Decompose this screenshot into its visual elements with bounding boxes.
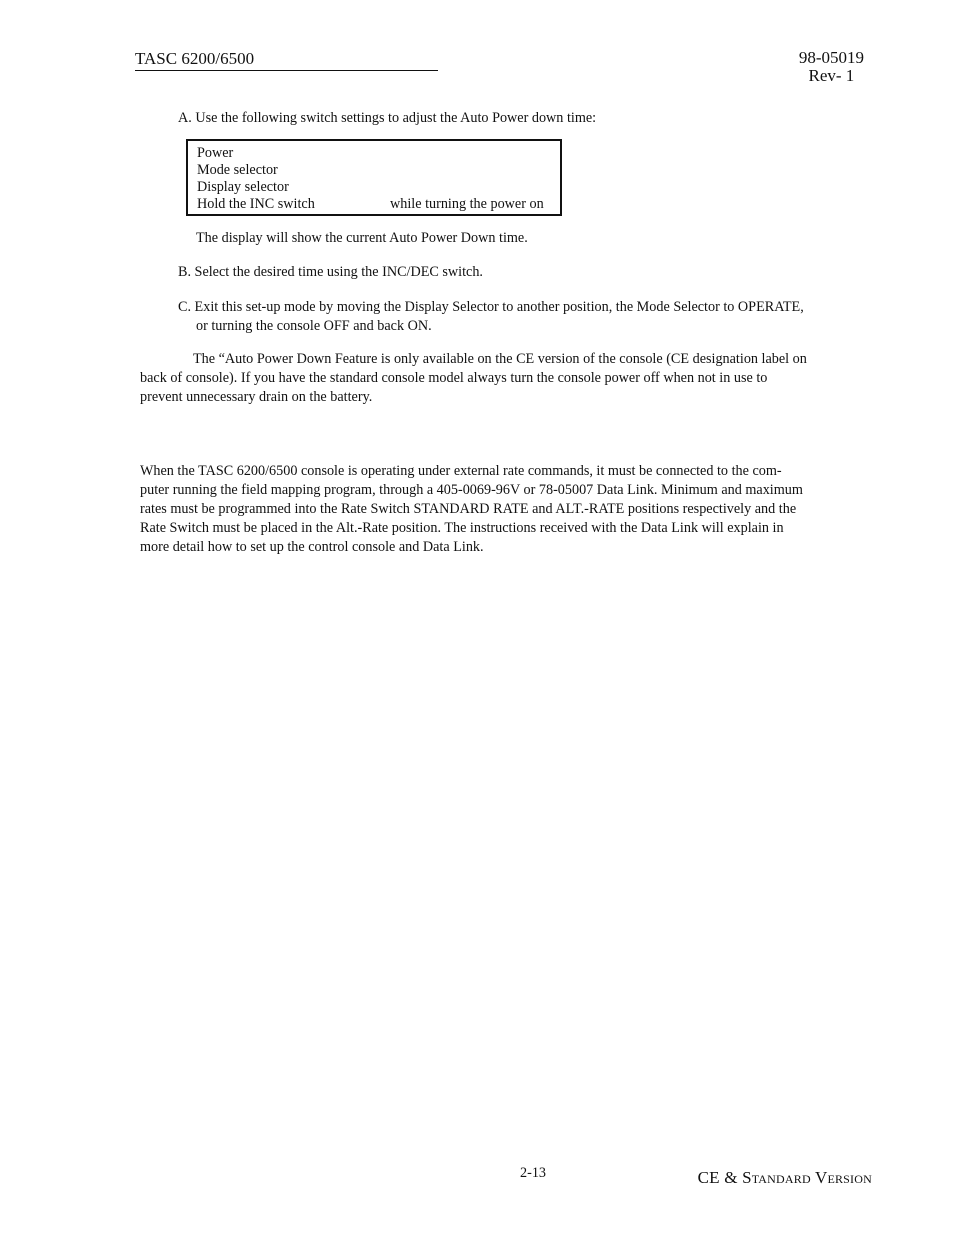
step-c-line: C. Exit this set-up mode by moving the Display Selector to another position, the Mode Selector to OPERATE, — [178, 299, 804, 315]
document-id-block — [799, 49, 864, 85]
switch-setting-label: Power — [197, 145, 234, 161]
step-c-line: or turning the console OFF and back ON. — [196, 318, 432, 334]
switch-setting-label: Display selector — [197, 179, 289, 195]
display-note: The display will show the current Auto Power Down time. — [196, 230, 528, 246]
switch-setting-label: Mode selector — [197, 162, 278, 178]
document-revision: Rev- 1 — [808, 66, 855, 85]
document-number: 98-05019 — [798, 48, 864, 67]
paragraph-line: back of console). If you have the standard console model always turn the console power off when not in use to — [140, 370, 768, 386]
paragraph-line: puter running the field mapping program, through a 405-0069-96V or 78-05007 Data Link. Minimum and maximum — [140, 482, 803, 498]
paragraph-line: The “Auto Power Down Feature is only available on the CE version of the console (CE designation label on — [193, 351, 807, 367]
document-title: TASC 6200/6500 — [135, 49, 438, 71]
step-c — [178, 298, 878, 336]
switch-setting-label: Hold the INC switch — [197, 196, 315, 212]
step-b: B. Select the desired time using the INC/DEC switch. — [178, 264, 483, 280]
paragraph-line: more detail how to set up the control console and Data Link. — [140, 539, 484, 555]
step-a: A. Use the following switch settings to adjust the Auto Power down time: — [178, 110, 597, 126]
paragraph-line: Rate Switch must be placed in the Alt.-Rate position. The instructions received with the Data Link will explain in — [140, 520, 784, 536]
external-rate-paragraph — [140, 462, 870, 557]
version-label: CE & Standard Version — [697, 1168, 872, 1187]
switch-settings-box — [186, 139, 562, 216]
paragraph-line: When the TASC 6200/6500 console is operating under external rate commands, it must be connected to the com- — [140, 463, 782, 479]
switch-setting-value: while turning the power on — [390, 196, 544, 212]
auto-power-down-paragraph — [140, 350, 870, 407]
page-number: 2-13 — [520, 1165, 547, 1181]
paragraph-line: rates must be programmed into the Rate Switch STANDARD RATE and ALT.-RATE positions respectively and the — [140, 501, 797, 517]
paragraph-line: prevent unnecessary drain on the battery. — [140, 389, 373, 405]
